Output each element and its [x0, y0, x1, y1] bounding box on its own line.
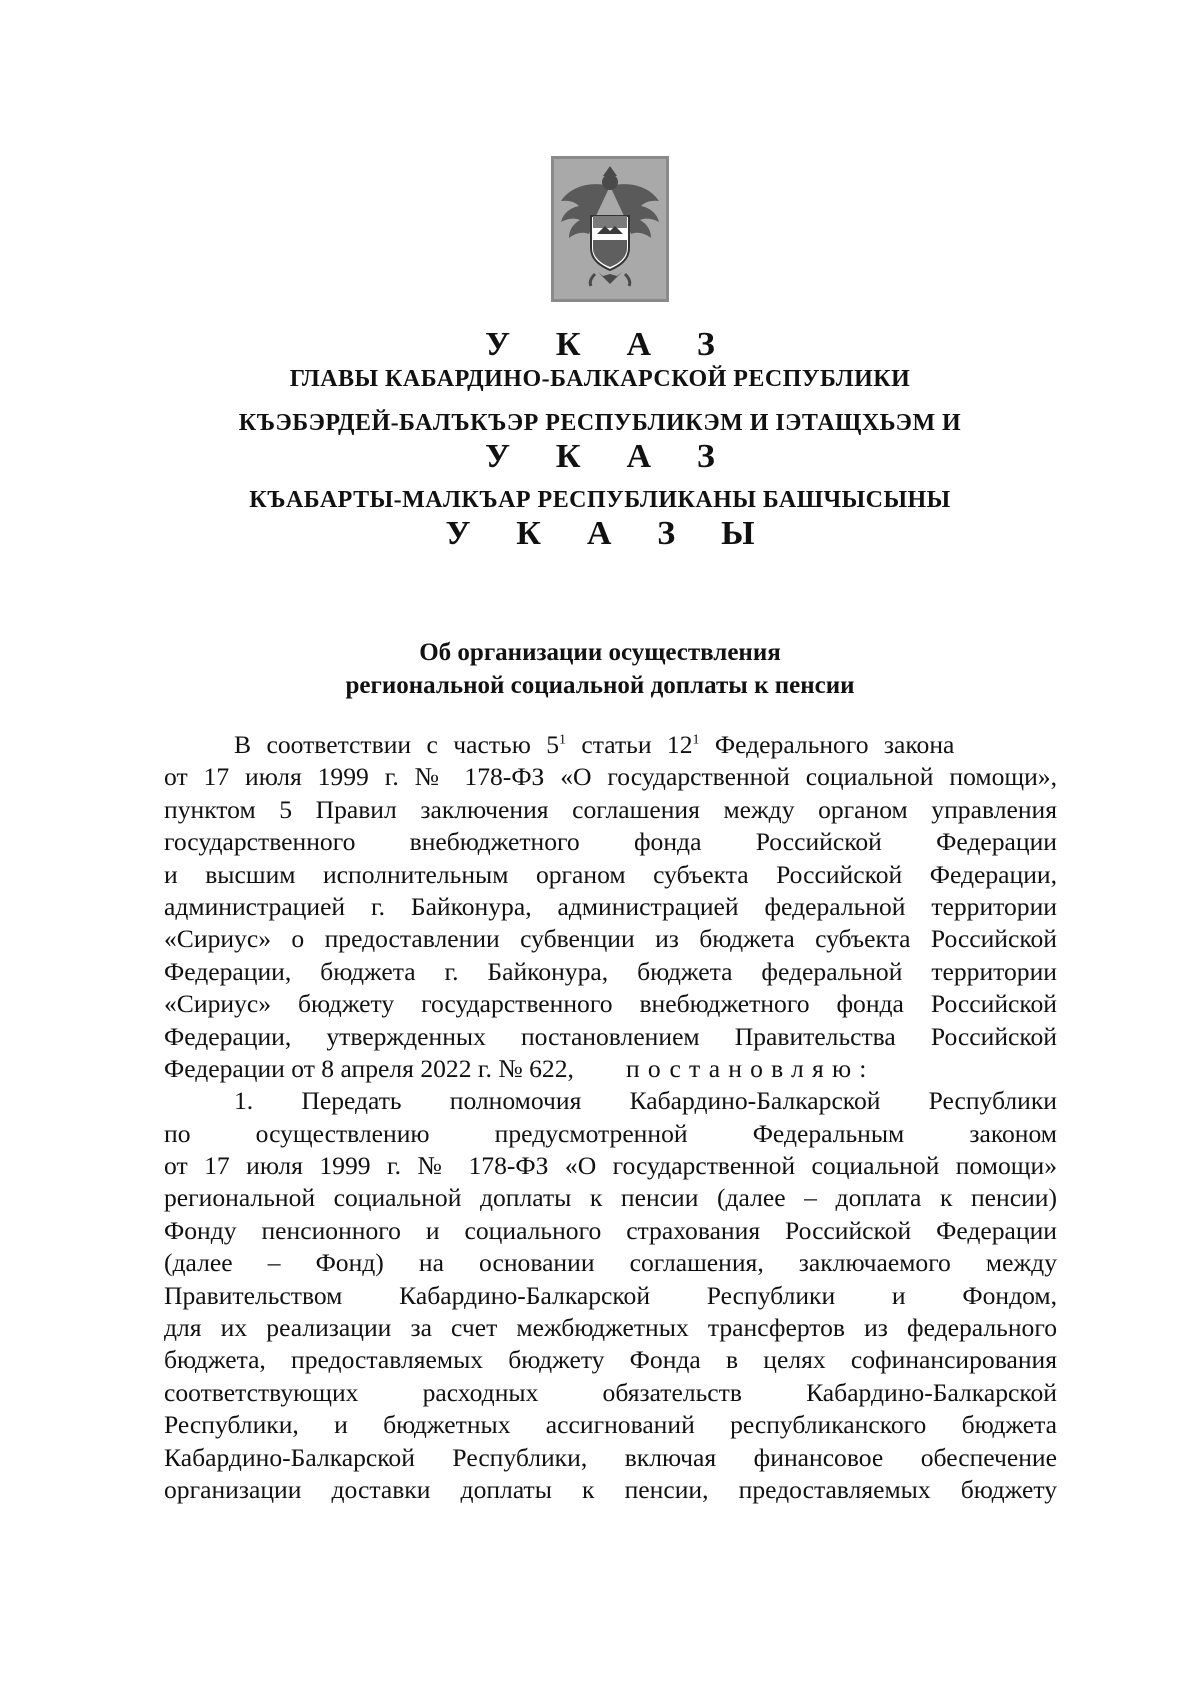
issuer-line-kbd: КЪЭБЭРДЕЙ-БАЛЪКЪЭР РЕСПУБЛИКЭМ И IЭТАЩХЬЭМ И — [238, 410, 962, 436]
body-line: Фонду пенсионного и социального страхования Российской Федерации — [164, 1215, 1057, 1245]
body-line: государственного внебюджетного фонда Российской Федерации — [164, 827, 1057, 857]
body-line: Кабардино-Балкарской Республики, включая финансовое обеспечение — [164, 1442, 1057, 1472]
body-line: пунктом 5 Правил заключения соглашения между органом управления — [164, 794, 1057, 824]
body-line: «Сириус» о предоставлении субвенции из бюджета субъекта Российской — [164, 924, 1057, 954]
body-line: 1. Передать полномочия Кабардино-Балкарской Республики — [234, 1086, 1057, 1116]
body-line: Республики, и бюджетных ассигнований республиканского бюджета — [164, 1410, 1057, 1440]
body-line: соответствующих расходных обязательств Кабардино-Балкарской — [164, 1377, 1057, 1407]
body-line: (далее – Фонд) на основании соглашения, заключаемого между — [164, 1248, 1057, 1278]
body-line: по осуществлению предусмотренной Федеральным законом — [164, 1118, 1057, 1148]
body-line: от 17 июля 1999 г. № 178-ФЗ «О государственной социальной помощи» — [164, 1151, 1057, 1181]
resolution-word: постановляю: — [625, 1053, 875, 1083]
body-line: Федерации, утвержденных постановлением Правительства Российской — [164, 1021, 1057, 1051]
body-line: «Сириус» бюджету государственного внебюджетного фонда Российской — [164, 989, 1057, 1019]
body-line: и высшим исполнительным органом субъекта Российской Федерации, — [164, 859, 1057, 889]
issuer-line-ru: ГЛАВЫ КАБАРДИНО-БАЛКАРСКОЙ РЕСПУБЛИКИ — [289, 366, 911, 392]
decree-heading-krc: У К А З Ы — [445, 515, 774, 552]
body-line: для их реализации за счет межбюджетных трансфертов из федерального — [164, 1313, 1057, 1343]
body-line: региональной социальной доплаты к пенсии (далее – доплата к пенсии) — [164, 1183, 1057, 1213]
document-title — [0, 636, 1200, 702]
body-line: Федерации от 8 апреля 2022 г. № 622, постановляю: — [164, 1053, 875, 1083]
title-line-2: региональной социальной доплаты к пенсии — [345, 672, 855, 699]
title-line-1: Об организации осуществления — [419, 639, 781, 666]
body-line: Правительством Кабардино-Балкарской Республики и Фондом, — [164, 1280, 1057, 1310]
body-line: организации доставки доплаты к пенсии, предоставляемых бюджету — [164, 1474, 1057, 1504]
document-body — [164, 729, 1057, 1506]
body-line: бюджета, предоставляемых бюджету Фонда в целях софинансирования — [164, 1345, 1057, 1375]
coat-of-arms-icon — [551, 156, 669, 302]
body-line: Федерации, бюджета г. Байконура, бюджета федеральной территории — [164, 956, 1057, 986]
decree-heading-ru: У К А З — [485, 326, 734, 363]
decree-heading-kbd: У К А З — [485, 438, 734, 475]
body-line: администрацией г. Байконура, администрацией федеральной территории — [164, 891, 1057, 921]
body-line: от 17 июля 1999 г. № 178-ФЗ «О государственной социальной помощи», — [164, 762, 1057, 792]
issuer-line-krc: КЪАБАРТЫ-МАЛКЪАР РЕСПУБЛИКАНЫ БАШЧЫСЫНЫ — [249, 487, 951, 513]
body-line: В соответствии с частью $5^1$ статьи $12^1$ Федерального закона — [234, 730, 955, 759]
